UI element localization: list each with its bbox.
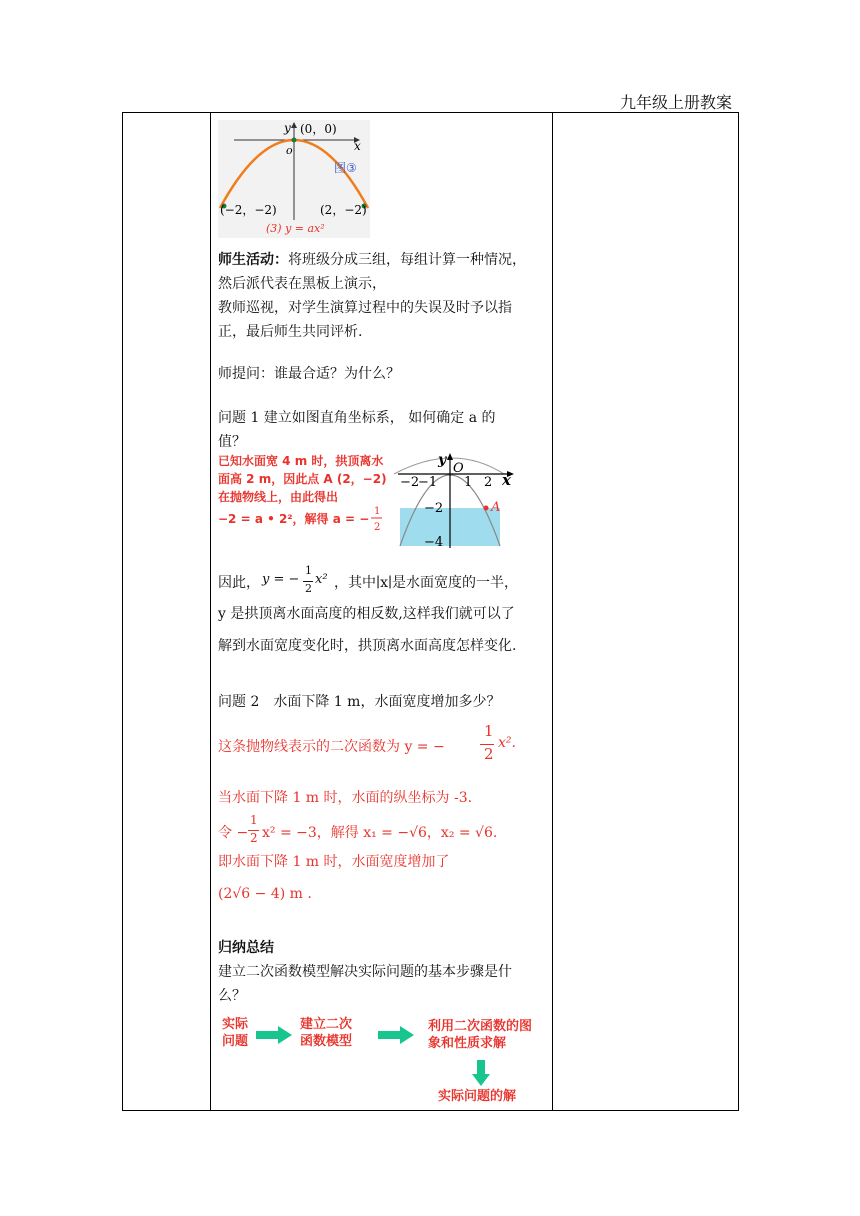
fig2-point-a: A bbox=[491, 500, 501, 515]
fig2-y-tick-m2: −2 bbox=[424, 501, 444, 516]
problem1-line1: 问题 1 建立如图直角坐标系， 如何确定 a 的 bbox=[218, 410, 496, 426]
fig2-frac-den: 2 bbox=[374, 522, 381, 533]
flow-step2 bbox=[300, 1016, 352, 1050]
table-border-left bbox=[122, 112, 123, 1111]
flow-step1-b: 问题 bbox=[222, 1034, 249, 1049]
fig2-tick-1: 1 bbox=[464, 475, 473, 490]
problem2-red2: 当水面下降 1 m 时，水面的纵坐标为 -3. bbox=[218, 790, 473, 806]
summary-line1: 建立二次函数模型解决实际问题的基本步骤是什 bbox=[218, 964, 512, 980]
activity-line1 bbox=[218, 248, 548, 272]
flow-step4: 实际问题的解 bbox=[438, 1089, 517, 1104]
fig2-text2: 面高 2 m，因此点 A (2，−2) bbox=[218, 472, 387, 486]
activity-line2: 然后派代表在黑板上演示， bbox=[218, 276, 386, 292]
fig1-tag: 图③ bbox=[334, 161, 357, 175]
fig1-caption: (3) y = ax² bbox=[266, 222, 325, 235]
table-divider-1 bbox=[210, 112, 211, 1111]
fig2-y-label: y bbox=[438, 452, 447, 468]
problem2-red1-end: x². bbox=[498, 735, 516, 751]
flow-step1 bbox=[222, 1016, 248, 1050]
flow-step3-b: 象和性质求解 bbox=[428, 1036, 507, 1051]
problem2-red1-num: 1 bbox=[484, 722, 494, 740]
fig1-x-label: x bbox=[354, 139, 361, 153]
problem2-line: 问题 2 水面下降 1 m，水面宽度增加多少？ bbox=[218, 694, 501, 710]
result-prefix: 因此， bbox=[218, 575, 260, 591]
activity-line3: 教师巡视，对学生演算过程中的失误及时予以指 bbox=[218, 300, 512, 316]
problem2-red1-den: 2 bbox=[484, 745, 494, 763]
table-border-right bbox=[738, 112, 739, 1111]
problem2-red1 bbox=[218, 724, 548, 768]
fig2-x-label: x bbox=[502, 471, 511, 489]
fig1-origin: o bbox=[286, 144, 293, 157]
fig2-text3: 在抛物线上，由此得出 bbox=[218, 490, 339, 504]
fig2-eq: −2 = a • 2²，解得 a = − bbox=[218, 512, 370, 526]
fig2-tick-m2: −2 bbox=[400, 475, 420, 490]
problem2-red3-den: 2 bbox=[250, 831, 258, 845]
flow-arrow-down bbox=[472, 1060, 490, 1086]
result-formula-end: x² bbox=[315, 572, 328, 587]
problem1-line2: 值？ bbox=[218, 434, 246, 450]
flow-diagram bbox=[218, 1010, 548, 1110]
fig2-text1: 已知水面宽 4 m 时，拱顶离水 bbox=[218, 454, 384, 468]
fig1-left-point: (−2，−2) bbox=[220, 203, 277, 217]
summary-title: 归纳总结 bbox=[218, 940, 274, 956]
flow-step2-b: 函数模型 bbox=[300, 1034, 353, 1049]
teacher-question: 师提问：谁最合适？为什么？ bbox=[218, 366, 400, 382]
result-line3: 解到水面宽度变化时，拱顶离水面高度怎样变化. bbox=[218, 638, 517, 654]
fig1-top-point: (0，0) bbox=[300, 122, 337, 136]
flow-arrow-2 bbox=[378, 1026, 414, 1044]
flow-step1-a: 实际 bbox=[222, 1017, 249, 1032]
fig2-tick-2: 2 bbox=[484, 475, 493, 490]
figure-parabola-2 bbox=[218, 452, 518, 552]
result-text1: ，其中∣x∣是水面宽度的一半， bbox=[334, 575, 519, 591]
problem2-red3-a: 令 − bbox=[218, 825, 249, 841]
problem2-red5: (2√6 − 4) m . bbox=[218, 886, 312, 902]
flow-arrow-1 bbox=[256, 1026, 292, 1044]
problem2-red3 bbox=[218, 814, 548, 850]
problem2-red3-num: 1 bbox=[250, 813, 258, 827]
flow-step2-a: 建立二次 bbox=[300, 1017, 353, 1032]
activity-line4: 正，最后师生共同评析. bbox=[218, 324, 363, 340]
fig1-right-point: (2，−2) bbox=[320, 203, 367, 217]
result-line2: y 是拱顶离水面高度的相反数,这样我们就可以了 bbox=[218, 606, 515, 622]
result-formula: y = − bbox=[262, 572, 300, 587]
fig2-origin: O bbox=[453, 461, 464, 476]
result-frac-num: 1 bbox=[305, 564, 312, 577]
problem2-red4: 即水面下降 1 m 时，水面宽度增加了 bbox=[218, 854, 450, 870]
fig1-y-label: y bbox=[284, 121, 291, 135]
table-bottom-rule bbox=[122, 1110, 738, 1111]
result-frac-den: 2 bbox=[305, 582, 312, 595]
summary-line2: 么？ bbox=[218, 988, 246, 1004]
header-rule bbox=[122, 112, 738, 113]
result-line1 bbox=[218, 564, 548, 598]
table-divider-2 bbox=[552, 112, 553, 1111]
activity-label: 师生活动： bbox=[218, 252, 288, 268]
problem2-red3-b: x² = −3，解得 x₁ = −√6，x₂ = √6. bbox=[262, 825, 498, 841]
fig2-tick-m1: −1 bbox=[418, 475, 438, 490]
flow-step3 bbox=[428, 1018, 532, 1052]
flow-step3-a: 利用二次函数的图 bbox=[428, 1019, 533, 1034]
activity-text1: 将班级分成三组，每组计算一种情况， bbox=[288, 252, 526, 268]
fig2-y-tick-m4: −4 bbox=[424, 535, 444, 550]
figure-parabola-1 bbox=[218, 120, 370, 238]
problem2-red1-text: 这条抛物线表示的二次函数为 y = − bbox=[218, 739, 445, 755]
fig2-frac-num: 1 bbox=[374, 506, 381, 517]
header-title: 九年级上册教案 bbox=[619, 93, 732, 112]
